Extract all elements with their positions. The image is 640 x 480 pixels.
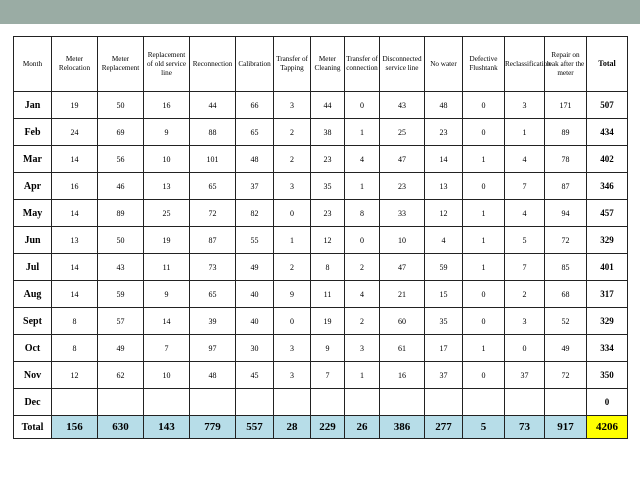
value-cell: 69 [98, 119, 144, 146]
value-cell: 12 [311, 227, 345, 254]
value-cell: 1 [463, 200, 505, 227]
total-cell: 386 [380, 416, 425, 439]
value-cell [236, 389, 274, 416]
value-cell: 3 [274, 335, 311, 362]
value-cell: 1 [463, 146, 505, 173]
value-cell: 19 [144, 227, 190, 254]
value-cell: 14 [425, 146, 463, 173]
value-cell: 55 [236, 227, 274, 254]
value-cell: 43 [98, 254, 144, 281]
value-cell [380, 389, 425, 416]
total-cell: 229 [311, 416, 345, 439]
value-cell: 23 [311, 200, 345, 227]
row-total-cell: 346 [587, 173, 628, 200]
header-cell-transfer-of-tapping: Transfer of Tapping [274, 37, 311, 92]
value-cell: 49 [98, 335, 144, 362]
row-total-cell: 402 [587, 146, 628, 173]
value-cell: 1 [274, 227, 311, 254]
value-cell: 50 [98, 92, 144, 119]
value-cell: 14 [52, 281, 98, 308]
month-cell: Jul [14, 254, 52, 281]
total-cell: 156 [52, 416, 98, 439]
header-cell-meter-relocation: Meter Relocation [52, 37, 98, 92]
value-cell [98, 389, 144, 416]
value-cell: 0 [463, 281, 505, 308]
value-cell: 14 [144, 308, 190, 335]
value-cell: 2 [345, 254, 380, 281]
value-cell: 0 [345, 92, 380, 119]
value-cell [345, 389, 380, 416]
value-cell: 10 [144, 362, 190, 389]
value-cell: 66 [236, 92, 274, 119]
value-cell: 68 [545, 281, 587, 308]
value-cell: 8 [52, 308, 98, 335]
value-cell: 40 [236, 308, 274, 335]
value-cell: 3 [274, 92, 311, 119]
monthly-complaints-table [13, 36, 628, 439]
header-cell-total: Total [587, 37, 628, 92]
table-row [14, 389, 628, 416]
total-cell: 630 [98, 416, 144, 439]
value-cell: 45 [236, 362, 274, 389]
header-cell-calibration: Calibration [236, 37, 274, 92]
value-cell: 3 [505, 92, 545, 119]
value-cell: 8 [311, 254, 345, 281]
value-cell: 52 [545, 308, 587, 335]
value-cell: 0 [274, 200, 311, 227]
value-cell: 50 [98, 227, 144, 254]
value-cell [52, 389, 98, 416]
value-cell: 35 [311, 173, 345, 200]
value-cell: 4 [345, 146, 380, 173]
header-row [14, 37, 628, 92]
table-row [14, 173, 628, 200]
header-cell-month: Month [14, 37, 52, 92]
total-cell: 917 [545, 416, 587, 439]
header-cell-meter-replacement: Meter Replacement [98, 37, 144, 92]
table-row [14, 92, 628, 119]
value-cell: 3 [345, 335, 380, 362]
value-cell: 44 [311, 92, 345, 119]
value-cell: 3 [274, 362, 311, 389]
value-cell: 2 [274, 146, 311, 173]
value-cell: 16 [52, 173, 98, 200]
value-cell: 1 [505, 119, 545, 146]
value-cell: 2 [345, 308, 380, 335]
value-cell: 94 [545, 200, 587, 227]
value-cell: 23 [311, 146, 345, 173]
value-cell: 8 [345, 200, 380, 227]
value-cell: 0 [463, 173, 505, 200]
table-row [14, 335, 628, 362]
value-cell: 49 [236, 254, 274, 281]
value-cell: 49 [545, 335, 587, 362]
value-cell: 37 [236, 173, 274, 200]
value-cell: 10 [144, 146, 190, 173]
value-cell: 1 [463, 254, 505, 281]
value-cell: 89 [98, 200, 144, 227]
total-cell: 779 [190, 416, 236, 439]
table-row [14, 200, 628, 227]
header-cell-repair-on-leak: Repair on leak after the meter [545, 37, 587, 92]
value-cell: 1 [463, 335, 505, 362]
value-cell: 3 [274, 173, 311, 200]
value-cell [190, 389, 236, 416]
value-cell: 43 [380, 92, 425, 119]
value-cell: 8 [52, 335, 98, 362]
value-cell: 2 [505, 281, 545, 308]
row-total-cell: 507 [587, 92, 628, 119]
value-cell: 1 [345, 362, 380, 389]
value-cell: 19 [52, 92, 98, 119]
value-cell: 16 [144, 92, 190, 119]
month-cell: Jan [14, 92, 52, 119]
row-total-cell: 329 [587, 227, 628, 254]
value-cell: 7 [311, 362, 345, 389]
header-cell-defective-flushtank: Defective Flushtank [463, 37, 505, 92]
value-cell: 87 [545, 173, 587, 200]
value-cell [545, 389, 587, 416]
value-cell: 24 [52, 119, 98, 146]
value-cell: 0 [345, 227, 380, 254]
value-cell: 7 [505, 173, 545, 200]
totals-label: Total [14, 416, 52, 439]
value-cell: 78 [545, 146, 587, 173]
value-cell: 13 [52, 227, 98, 254]
value-cell: 0 [274, 308, 311, 335]
value-cell: 19 [311, 308, 345, 335]
row-total-cell: 434 [587, 119, 628, 146]
value-cell: 0 [463, 119, 505, 146]
totals-row [14, 416, 628, 439]
header-cell-reclassification: Reclassification [505, 37, 545, 92]
total-cell: 277 [425, 416, 463, 439]
value-cell: 10 [380, 227, 425, 254]
value-cell: 88 [190, 119, 236, 146]
value-cell: 2 [274, 254, 311, 281]
month-cell: Nov [14, 362, 52, 389]
value-cell: 12 [425, 200, 463, 227]
value-cell: 46 [98, 173, 144, 200]
value-cell: 14 [52, 254, 98, 281]
value-cell: 3 [505, 308, 545, 335]
value-cell: 9 [144, 119, 190, 146]
header-cell-replacement-old-service-line: Replacement of old service line [144, 37, 190, 92]
value-cell: 82 [236, 200, 274, 227]
value-cell: 12 [52, 362, 98, 389]
value-cell: 1 [463, 227, 505, 254]
value-cell: 9 [144, 281, 190, 308]
value-cell: 37 [505, 362, 545, 389]
value-cell: 9 [274, 281, 311, 308]
value-cell: 30 [236, 335, 274, 362]
value-cell [425, 389, 463, 416]
value-cell: 25 [380, 119, 425, 146]
value-cell: 101 [190, 146, 236, 173]
month-cell: Dec [14, 389, 52, 416]
value-cell: 0 [463, 362, 505, 389]
value-cell: 11 [311, 281, 345, 308]
slide-header-bar [0, 0, 640, 24]
table-row [14, 308, 628, 335]
value-cell: 4 [505, 200, 545, 227]
value-cell: 9 [311, 335, 345, 362]
header-cell-meter-cleaning: Meter Cleaning [311, 37, 345, 92]
value-cell: 1 [345, 119, 380, 146]
table-row [14, 281, 628, 308]
row-total-cell: 317 [587, 281, 628, 308]
row-total-cell: 334 [587, 335, 628, 362]
month-cell: Oct [14, 335, 52, 362]
value-cell: 62 [98, 362, 144, 389]
value-cell: 13 [144, 173, 190, 200]
month-cell: May [14, 200, 52, 227]
value-cell: 17 [425, 335, 463, 362]
total-cell: 26 [345, 416, 380, 439]
total-cell: 5 [463, 416, 505, 439]
value-cell: 65 [236, 119, 274, 146]
value-cell [311, 389, 345, 416]
row-total-cell: 457 [587, 200, 628, 227]
value-cell: 48 [236, 146, 274, 173]
table-row [14, 254, 628, 281]
value-cell: 72 [545, 362, 587, 389]
value-cell: 44 [190, 92, 236, 119]
value-cell: 13 [425, 173, 463, 200]
grand-total-cell: 4206 [587, 416, 628, 439]
value-cell: 89 [545, 119, 587, 146]
value-cell: 48 [190, 362, 236, 389]
value-cell [144, 389, 190, 416]
header-cell-no-water: No water [425, 37, 463, 92]
total-cell: 143 [144, 416, 190, 439]
header-cell-reconnection: Reconnection [190, 37, 236, 92]
row-total-cell: 0 [587, 389, 628, 416]
value-cell: 47 [380, 254, 425, 281]
row-total-cell: 350 [587, 362, 628, 389]
month-cell: Mar [14, 146, 52, 173]
value-cell: 39 [190, 308, 236, 335]
header-cell-transfer-of-connection: Transfer of connection [345, 37, 380, 92]
row-total-cell: 329 [587, 308, 628, 335]
month-cell: Jun [14, 227, 52, 254]
value-cell: 11 [144, 254, 190, 281]
value-cell: 97 [190, 335, 236, 362]
value-cell: 21 [380, 281, 425, 308]
value-cell: 5 [505, 227, 545, 254]
value-cell: 14 [52, 146, 98, 173]
header-cell-disconnected-service-line: Disconnected service line [380, 37, 425, 92]
value-cell: 16 [380, 362, 425, 389]
value-cell [463, 389, 505, 416]
value-cell: 48 [425, 92, 463, 119]
table-row [14, 146, 628, 173]
value-cell: 37 [425, 362, 463, 389]
value-cell: 56 [98, 146, 144, 173]
value-cell: 4 [345, 281, 380, 308]
value-cell: 4 [425, 227, 463, 254]
value-cell: 33 [380, 200, 425, 227]
value-cell: 7 [144, 335, 190, 362]
value-cell: 65 [190, 281, 236, 308]
value-cell: 61 [380, 335, 425, 362]
value-cell: 15 [425, 281, 463, 308]
value-cell: 4 [505, 146, 545, 173]
value-cell: 47 [380, 146, 425, 173]
value-cell: 2 [274, 119, 311, 146]
value-cell: 0 [505, 335, 545, 362]
month-cell: Sept [14, 308, 52, 335]
value-cell: 7 [505, 254, 545, 281]
value-cell: 38 [311, 119, 345, 146]
value-cell: 59 [98, 281, 144, 308]
table-row [14, 119, 628, 146]
value-cell: 23 [425, 119, 463, 146]
month-cell: Feb [14, 119, 52, 146]
value-cell: 171 [545, 92, 587, 119]
total-cell: 73 [505, 416, 545, 439]
value-cell: 23 [380, 173, 425, 200]
value-cell: 87 [190, 227, 236, 254]
row-total-cell: 401 [587, 254, 628, 281]
value-cell: 57 [98, 308, 144, 335]
value-cell [505, 389, 545, 416]
value-cell: 73 [190, 254, 236, 281]
value-cell: 85 [545, 254, 587, 281]
value-cell: 0 [463, 92, 505, 119]
value-cell: 0 [463, 308, 505, 335]
value-cell: 72 [190, 200, 236, 227]
table-row [14, 227, 628, 254]
month-cell: Apr [14, 173, 52, 200]
value-cell: 59 [425, 254, 463, 281]
value-cell [274, 389, 311, 416]
month-cell: Aug [14, 281, 52, 308]
table-row [14, 362, 628, 389]
value-cell: 25 [144, 200, 190, 227]
value-cell: 60 [380, 308, 425, 335]
total-cell: 557 [236, 416, 274, 439]
value-cell: 35 [425, 308, 463, 335]
value-cell: 40 [236, 281, 274, 308]
value-cell: 14 [52, 200, 98, 227]
value-cell: 65 [190, 173, 236, 200]
value-cell: 72 [545, 227, 587, 254]
value-cell: 1 [345, 173, 380, 200]
total-cell: 28 [274, 416, 311, 439]
